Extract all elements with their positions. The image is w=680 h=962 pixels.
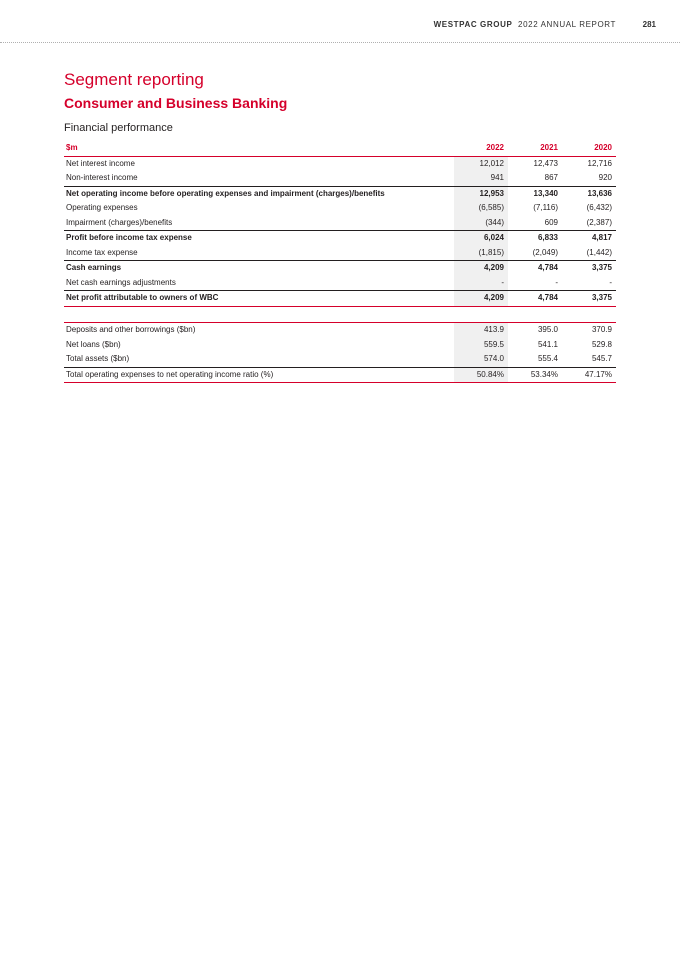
value-2022: 413.9	[454, 323, 508, 338]
value-2020: 3,375	[562, 291, 616, 307]
table-row	[64, 201, 616, 216]
value-2021: 395.0	[508, 323, 562, 338]
value-2022: 4,209	[454, 261, 508, 276]
section-title: Segment reporting	[64, 70, 204, 89]
value-2021: -	[555, 277, 558, 287]
row-label: Net interest income	[66, 158, 135, 168]
table-row	[64, 246, 616, 261]
balance-metrics-table	[64, 322, 616, 383]
value-2021: 4,784	[508, 291, 562, 307]
value-2021: 609	[544, 217, 558, 227]
table-row	[64, 276, 616, 291]
value-2022: (344)	[454, 216, 508, 231]
row-label: Income tax expense	[66, 247, 138, 257]
table-row	[64, 338, 616, 353]
table-title: Financial performance	[64, 122, 173, 134]
value-2020: 920	[598, 173, 612, 182]
value-2021: 541.1	[537, 339, 558, 349]
row-label: Cash earnings	[64, 261, 454, 276]
value-2021: 555.4	[537, 354, 558, 363]
value-2022: -	[454, 276, 508, 291]
value-2022: 12,012	[454, 156, 508, 171]
column-header-unit: $m	[64, 141, 454, 156]
value-2022: 4,209	[454, 291, 508, 307]
value-2020: 370.9	[562, 323, 616, 338]
value-2022: (1,815)	[454, 246, 508, 261]
value-2020: 4,817	[562, 231, 616, 246]
row-label: Profit before income tax expense	[64, 231, 454, 246]
table-row	[64, 156, 616, 171]
value-2021: (2,049)	[532, 247, 558, 257]
row-label: Total assets ($bn)	[66, 354, 130, 363]
value-2020: 13,636	[562, 186, 616, 201]
column-header-2022: 2022	[454, 141, 508, 156]
table-row	[64, 171, 616, 186]
value-2021: 4,784	[508, 261, 562, 276]
value-2020: 47.17%	[562, 367, 616, 383]
table-row	[64, 367, 616, 383]
value-2022: (6,585)	[454, 201, 508, 216]
row-label: Deposits and other borrowings ($bn)	[64, 323, 454, 338]
segment-title: Consumer and Business Banking	[64, 95, 288, 111]
table-row-subtotal	[64, 261, 616, 276]
value-2020: 529.8	[591, 339, 612, 349]
value-2021: 12,473	[533, 158, 558, 168]
row-label: Non-interest income	[66, 173, 138, 182]
row-label: Net profit attributable to owners of WBC	[64, 291, 454, 307]
value-2020: 12,716	[587, 158, 612, 168]
value-2022: 559.5	[454, 338, 508, 353]
value-2020: 3,375	[562, 261, 616, 276]
value-2022: 12,953	[454, 186, 508, 201]
value-2021: 13,340	[508, 186, 562, 201]
report-title: WESTPAC GROUP 2022 ANNUAL REPORT	[433, 20, 616, 29]
value-2022: 941	[454, 171, 508, 186]
row-label: Impairment (charges)/benefits	[66, 217, 173, 227]
value-2021: 53.34%	[508, 367, 562, 383]
table-row	[64, 323, 616, 338]
value-2020: -	[609, 277, 612, 287]
page-number: 281	[642, 20, 656, 29]
value-2022: 574.0	[454, 352, 508, 367]
table-row	[64, 216, 616, 231]
row-label: Net cash earnings adjustments	[66, 277, 176, 287]
table-row-total	[64, 291, 616, 307]
value-2021: (7,116)	[533, 203, 558, 212]
page-header	[0, 0, 680, 43]
value-2022: 50.84%	[454, 367, 508, 383]
column-header-2020: 2020	[562, 141, 616, 156]
value-2021: 867	[544, 173, 558, 182]
row-label: Net operating income before operating expenses and impairment (charges)/benefits	[64, 186, 454, 201]
value-2020: 545.7	[591, 354, 612, 363]
column-header-2021: 2021	[508, 141, 562, 156]
value-2021: 6,833	[508, 231, 562, 246]
table-row-subtotal	[64, 231, 616, 246]
value-2020: (2,387)	[586, 217, 612, 227]
table-row	[64, 352, 616, 367]
value-2020: (1,442)	[586, 247, 612, 257]
financial-performance-table	[64, 141, 616, 307]
row-label: Total operating expenses to net operating income ratio (%)	[64, 367, 454, 383]
row-label: Operating expenses	[66, 203, 138, 212]
value-2020: (6,432)	[586, 203, 612, 212]
table-header-row	[64, 141, 616, 156]
row-label: Net loans ($bn)	[66, 339, 121, 349]
table-row-subtotal	[64, 186, 616, 201]
value-2022: 6,024	[454, 231, 508, 246]
